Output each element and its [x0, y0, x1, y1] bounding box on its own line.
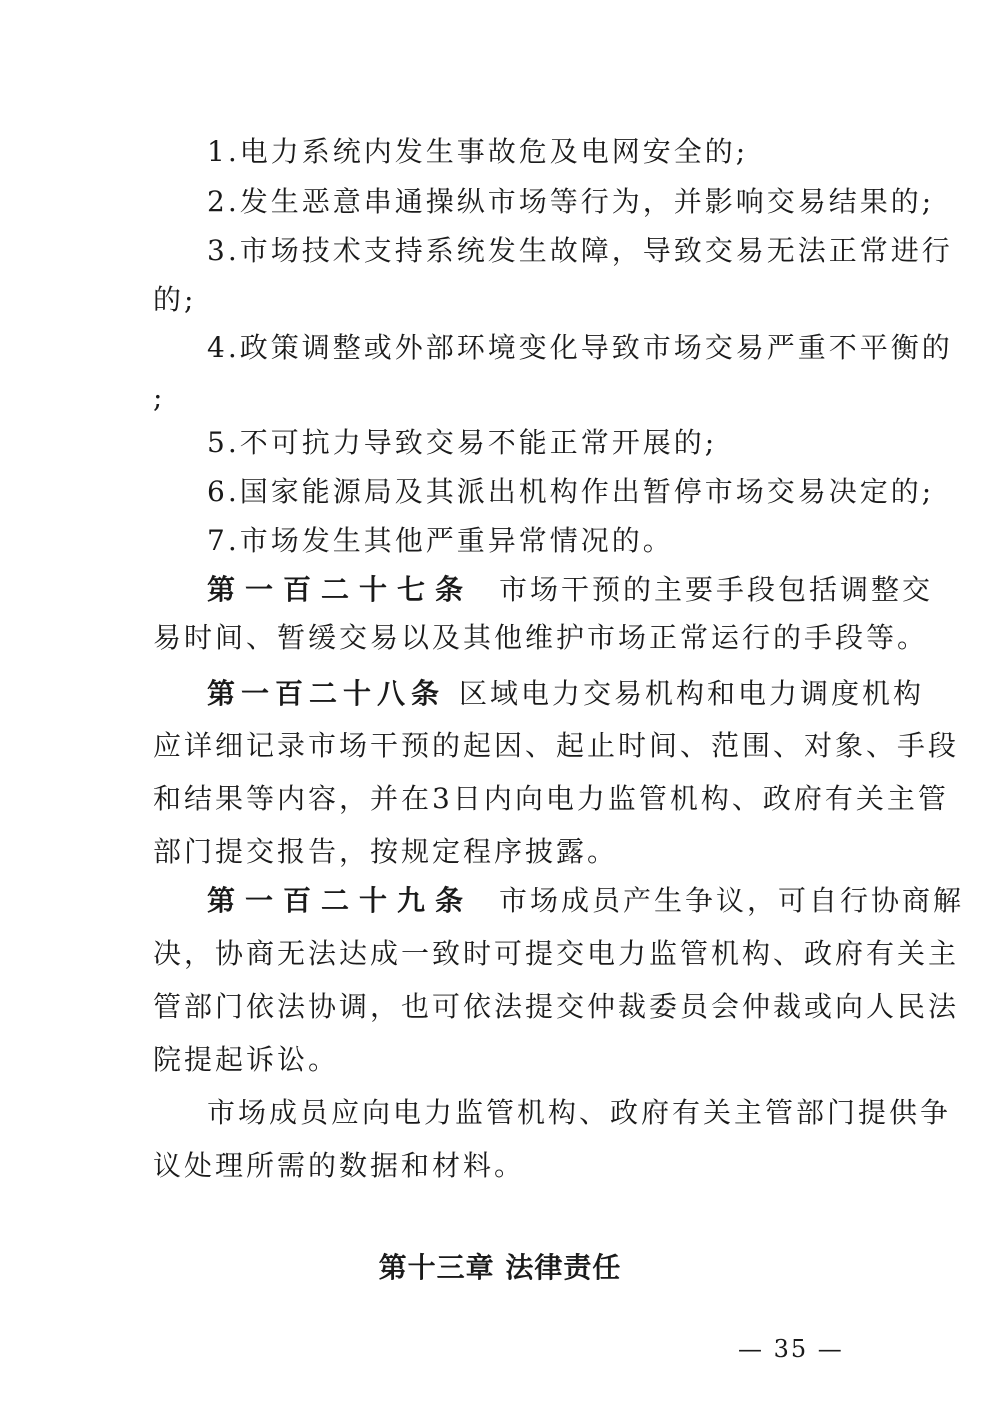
article-heading: 第一百二十八条: [207, 677, 446, 710]
article-text: 区域电力交易机构和电力调度机构: [459, 677, 925, 710]
article-text: 决，协商无法达成一致时可提交电力监管机构、政府有关主: [153, 937, 960, 970]
article-129: [207, 883, 964, 919]
article-text: 市场干预的主要手段包括调整交: [499, 573, 934, 606]
paragraph-text: 议处理所需的数据和材料。: [153, 1149, 526, 1182]
article-127: [207, 572, 933, 608]
list-item: 5.不可抗力导致交易不能正常开展的;: [207, 426, 718, 459]
article-text: 管部门依法协调，也可依法提交仲裁委员会仲裁或向人民法: [153, 990, 960, 1023]
list-item-continuation: ;: [153, 381, 166, 414]
article-text: 应详细记录市场干预的起因、起止时间、范围、对象、手段: [153, 729, 960, 762]
article-text: 部门提交报告，按规定程序披露。: [153, 835, 619, 868]
article-heading: 第一百二十七条: [207, 573, 474, 606]
article-128: [207, 676, 924, 712]
paragraph-text: 市场成员应向电力监管机构、政府有关主管部门提供争: [207, 1096, 952, 1129]
list-item-continuation: 的;: [153, 283, 197, 316]
list-item: 1.电力系统内发生事故危及电网安全的;: [207, 135, 749, 168]
article-text: 市场成员产生争议，可自行协商解: [499, 884, 965, 917]
article-heading: 第一百二十九条: [207, 884, 474, 917]
article-text: 易时间、暂缓交易以及其他维护市场正常运行的手段等。: [153, 621, 929, 654]
list-item: 4.政策调整或外部环境变化导致市场交易严重不平衡的: [207, 331, 953, 364]
article-text: 院提起诉讼。: [153, 1043, 340, 1076]
list-item: 6.国家能源局及其派出机构作出暂停市场交易决定的;: [207, 475, 935, 508]
article-text: 和结果等内容，并在3日内向电力监管机构、政府有关主管: [153, 782, 949, 815]
list-item: 7.市场发生其他严重异常情况的。: [207, 524, 674, 557]
list-item: 2.发生恶意串通操纵市场等行为，并影响交易结果的;: [207, 185, 935, 218]
list-item: 3.市场技术支持系统发生故障，导致交易无法正常进行: [207, 234, 953, 267]
chapter-title: 第十三章 法律责任: [378, 1251, 622, 1284]
page-number: — 35 —: [738, 1335, 844, 1363]
